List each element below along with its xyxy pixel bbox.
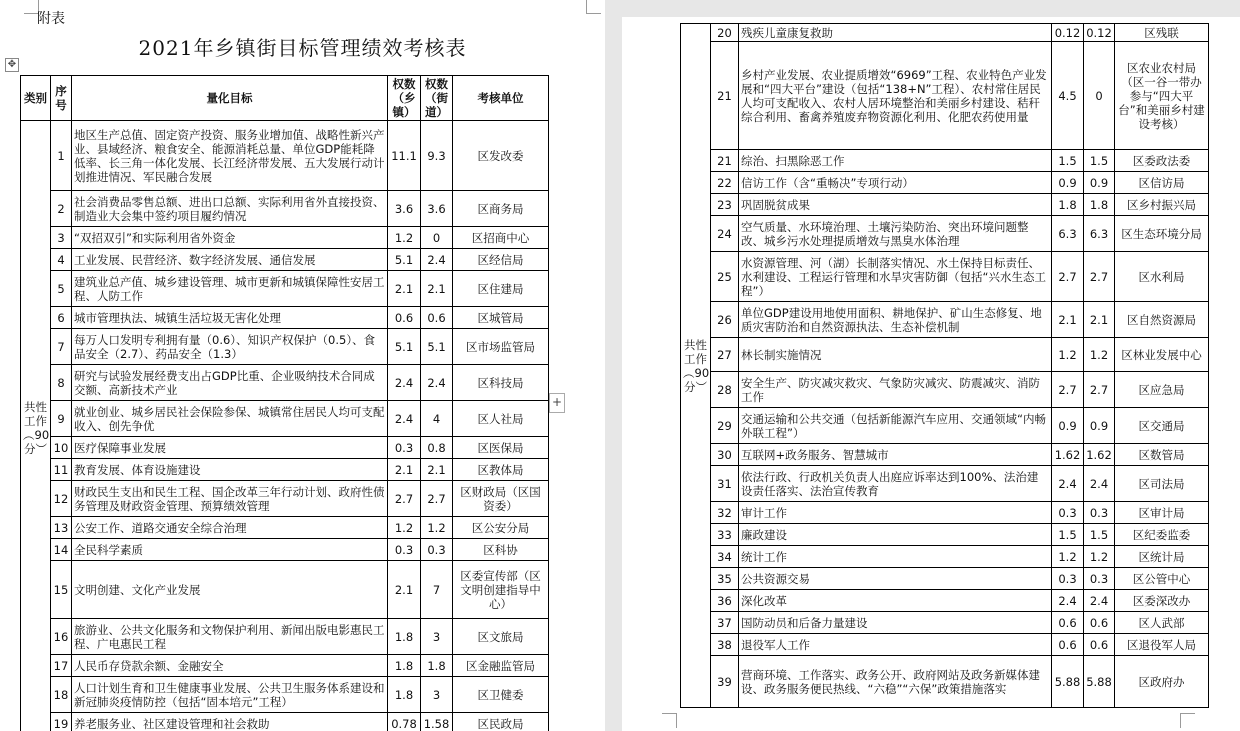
weight-street-cell: 2.1 xyxy=(421,271,453,307)
seq-cell: 21 xyxy=(711,150,739,172)
weight-town-cell: 2.1 xyxy=(388,561,421,619)
weight-street-cell: 1.5 xyxy=(1084,150,1115,172)
unit-cell: 区民政局 xyxy=(453,713,549,731)
header-unit: 考核单位 xyxy=(453,76,549,121)
weight-town-cell: 1.5 xyxy=(1052,524,1084,546)
table-row xyxy=(21,271,549,307)
table-row xyxy=(681,568,1209,590)
weight-street-cell: 0.12 xyxy=(1084,24,1115,42)
weight-town-cell: 2.7 xyxy=(1052,372,1084,408)
category-cell: 共性工作︵90分︶ xyxy=(681,24,711,708)
unit-cell: 区水利局 xyxy=(1115,252,1209,302)
weight-street-cell: 2.4 xyxy=(1084,590,1115,612)
indicator-cell: 信访工作（含“重畅决”专项行动） xyxy=(739,172,1052,194)
table-row xyxy=(21,191,549,227)
table-row xyxy=(681,466,1209,502)
indicator-cell: 财政民生支出和民生工程、国企改革三年行动计划、政府性债务管理及财政资金管理、预算绩效管理 xyxy=(72,481,388,517)
indicator-cell: 审计工作 xyxy=(739,502,1052,524)
unit-cell: 区信访局 xyxy=(1115,172,1209,194)
seq-cell: 20 xyxy=(711,24,739,42)
seq-cell: 36 xyxy=(711,590,739,612)
page-corner-mark xyxy=(662,713,677,728)
seq-cell: 17 xyxy=(51,655,72,677)
table-row xyxy=(21,481,549,517)
weight-town-cell: 1.8 xyxy=(388,677,421,713)
table-row xyxy=(21,713,549,731)
table-row xyxy=(21,249,549,271)
weight-town-cell: 1.8 xyxy=(388,619,421,655)
unit-cell: 区科协 xyxy=(453,539,549,561)
seq-cell: 6 xyxy=(51,307,72,329)
seq-cell: 38 xyxy=(711,634,739,656)
weight-street-cell: 2.7 xyxy=(421,481,453,517)
unit-cell: 区委宣传部（区文明创建指导中心） xyxy=(453,561,549,619)
seq-cell: 34 xyxy=(711,546,739,568)
weight-town-cell: 1.8 xyxy=(1052,194,1084,216)
weight-town-cell: 0.3 xyxy=(388,539,421,561)
seq-cell: 19 xyxy=(51,713,72,731)
table-row xyxy=(681,634,1209,656)
weight-street-cell: 5.88 xyxy=(1084,656,1115,708)
weight-street-cell: 2.7 xyxy=(1084,252,1115,302)
weight-town-cell: 0.6 xyxy=(1052,634,1084,656)
table-row xyxy=(21,365,549,401)
unit-cell: 区统计局 xyxy=(1115,546,1209,568)
seq-cell: 27 xyxy=(711,338,739,372)
seq-cell: 31 xyxy=(711,466,739,502)
indicator-cell: 水资源管理、河（湖）长制落实情况、水土保持目标责任、水利建设、工程运行管理和水旱灾害防御（包括“兴水生态工程”） xyxy=(739,252,1052,302)
table-row xyxy=(21,561,549,619)
indicator-cell: 林长制实施情况 xyxy=(739,338,1052,372)
seq-cell: 3 xyxy=(51,227,72,249)
indicator-cell: 退役军人工作 xyxy=(739,634,1052,656)
indicator-cell: “双招双引”和实际利用省外资金 xyxy=(72,227,388,249)
weight-street-cell: 3 xyxy=(421,677,453,713)
page-corner-mark xyxy=(586,0,601,14)
seq-cell: 39 xyxy=(711,656,739,708)
table-row xyxy=(21,437,549,459)
indicator-cell: 空气质量、水环境治理、土壤污染防治、突出环境问题整改、城乡污水处理提质增效与黑臭水体治理 xyxy=(739,216,1052,252)
seq-cell: 11 xyxy=(51,459,72,481)
weight-street-cell: 1.5 xyxy=(1084,524,1115,546)
unit-cell: 区数管局 xyxy=(1115,444,1209,466)
unit-cell: 区教体局 xyxy=(453,459,549,481)
appendix-label: 附表 xyxy=(37,11,65,27)
unit-cell: 区林业发展中心 xyxy=(1115,338,1209,372)
indicator-cell: 养老服务业、社区建设管理和社会救助 xyxy=(72,713,388,731)
table-row xyxy=(681,444,1209,466)
table-row xyxy=(21,459,549,481)
table-row xyxy=(21,619,549,655)
weight-town-cell: 5.1 xyxy=(388,329,421,365)
unit-cell: 区审计局 xyxy=(1115,502,1209,524)
unit-cell: 区金融监管局 xyxy=(453,655,549,677)
seq-cell: 9 xyxy=(51,401,72,437)
weight-street-cell: 0 xyxy=(421,227,453,249)
indicator-cell: 旅游业、公共文化服务和文物保护利用、新闻出版电影惠民工程、广电惠民工程 xyxy=(72,619,388,655)
category-cell: 共性工作︵90分︶ xyxy=(21,121,51,731)
weight-town-cell: 1.2 xyxy=(388,517,421,539)
indicator-cell: 乡村产业发展、农业提质增效“6969”工程、农业特色产业发展和“四大平台”建设（包括“138+N”工程）、农村常住居民人均可支配收入、农村人居环境整治和美丽乡村建设、秸秆综合利用、畜禽养殖废弃物资源化利用、化肥农药使用量 xyxy=(739,42,1052,150)
assessment-table-right xyxy=(680,23,1209,708)
weight-town-cell: 2.4 xyxy=(1052,466,1084,502)
weight-town-cell: 5.1 xyxy=(388,249,421,271)
table-row xyxy=(21,655,549,677)
weight-town-cell: 1.2 xyxy=(1052,546,1084,568)
table-row xyxy=(681,42,1209,150)
weight-street-cell: 1.2 xyxy=(1084,546,1115,568)
weight-street-cell: 0.6 xyxy=(421,307,453,329)
indicator-cell: 人民币存贷款余额、金融安全 xyxy=(72,655,388,677)
table-row xyxy=(681,150,1209,172)
seq-cell: 29 xyxy=(711,408,739,444)
indicator-cell: 依法行政、行政机关负责人出庭应诉率达到100%、法治建设责任落实、法治宣传教育 xyxy=(739,466,1052,502)
seq-cell: 24 xyxy=(711,216,739,252)
seq-cell: 33 xyxy=(711,524,739,546)
weight-street-cell: 1.8 xyxy=(421,655,453,677)
weight-town-cell: 0.6 xyxy=(1052,612,1084,634)
weight-street-cell: 3 xyxy=(421,619,453,655)
weight-town-cell: 0.6 xyxy=(388,307,421,329)
header-weight-street: 权数（街道） xyxy=(421,76,453,121)
indicator-cell: 每万人口发明专利拥有量（0.6）、知识产权保护（0.5）、食品安全（2.7）、药品安全（1.3） xyxy=(72,329,388,365)
seq-cell: 37 xyxy=(711,612,739,634)
indicator-cell: 城市管理执法、城镇生活垃圾无害化处理 xyxy=(72,307,388,329)
unit-cell: 区残联 xyxy=(1115,24,1209,42)
table-row xyxy=(21,329,549,365)
table-row xyxy=(21,517,549,539)
weight-street-cell: 2.4 xyxy=(421,365,453,401)
table-row xyxy=(681,24,1209,42)
unit-cell: 区卫健委 xyxy=(453,677,549,713)
table-row xyxy=(681,338,1209,372)
unit-cell: 区委深改办 xyxy=(1115,590,1209,612)
table-row xyxy=(681,252,1209,302)
seq-cell: 15 xyxy=(51,561,72,619)
weight-street-cell: 0.6 xyxy=(1084,634,1115,656)
table-row xyxy=(21,401,549,437)
weight-town-cell: 2.1 xyxy=(1052,302,1084,338)
seq-cell: 21 xyxy=(711,42,739,150)
unit-cell: 区乡村振兴局 xyxy=(1115,194,1209,216)
table-row xyxy=(681,546,1209,568)
indicator-cell: 文明创建、文化产业发展 xyxy=(72,561,388,619)
unit-cell: 区公安分局 xyxy=(453,517,549,539)
indicator-cell: 统计工作 xyxy=(739,546,1052,568)
seq-cell: 12 xyxy=(51,481,72,517)
document-page-right xyxy=(622,17,1240,731)
table-row xyxy=(681,194,1209,216)
weight-street-cell: 0.8 xyxy=(421,437,453,459)
weight-town-cell: 2.7 xyxy=(388,481,421,517)
unit-cell: 区自然资源局 xyxy=(1115,302,1209,338)
seq-cell: 28 xyxy=(711,372,739,408)
unit-cell: 区商务局 xyxy=(453,191,549,227)
seq-cell: 25 xyxy=(711,252,739,302)
weight-town-cell: 6.3 xyxy=(1052,216,1084,252)
weight-street-cell: 2.1 xyxy=(1084,302,1115,338)
unit-cell: 区经信局 xyxy=(453,249,549,271)
weight-street-cell: 0.3 xyxy=(421,539,453,561)
document-page-left xyxy=(0,0,605,731)
table-row xyxy=(681,524,1209,546)
unit-cell: 区政府办 xyxy=(1115,656,1209,708)
weight-town-cell: 2.4 xyxy=(388,401,421,437)
unit-cell: 区财政局（区国资委） xyxy=(453,481,549,517)
add-column-handle-icon[interactable]: + xyxy=(549,393,565,413)
weight-town-cell: 0.3 xyxy=(1052,568,1084,590)
unit-cell: 区市场监管局 xyxy=(453,329,549,365)
weight-town-cell: 1.5 xyxy=(1052,150,1084,172)
indicator-cell: 公共资源交易 xyxy=(739,568,1052,590)
header-seq: 序号 xyxy=(51,76,72,121)
weight-street-cell: 6.3 xyxy=(1084,216,1115,252)
table-row xyxy=(681,590,1209,612)
unit-cell: 区发改委 xyxy=(453,121,549,191)
unit-cell: 区文旅局 xyxy=(453,619,549,655)
weight-street-cell: 4 xyxy=(421,401,453,437)
table-row xyxy=(681,612,1209,634)
weight-town-cell: 2.7 xyxy=(1052,252,1084,302)
weight-town-cell: 1.2 xyxy=(388,227,421,249)
indicator-cell: 医疗保障事业发展 xyxy=(72,437,388,459)
seq-cell: 14 xyxy=(51,539,72,561)
unit-cell: 区住建局 xyxy=(453,271,549,307)
seq-cell: 26 xyxy=(711,302,739,338)
table-row xyxy=(681,172,1209,194)
weight-street-cell: 2.7 xyxy=(1084,372,1115,408)
indicator-cell: 就业创业、城乡居民社会保险参保、城镇常住居民人均可支配收入、创先争优 xyxy=(72,401,388,437)
weight-street-cell: 0.9 xyxy=(1084,408,1115,444)
unit-cell: 区应急局 xyxy=(1115,372,1209,408)
weight-street-cell: 7 xyxy=(421,561,453,619)
assessment-table-left xyxy=(20,75,549,731)
unit-cell: 区公管中心 xyxy=(1115,568,1209,590)
weight-street-cell: 2.4 xyxy=(1084,466,1115,502)
table-row xyxy=(681,408,1209,444)
unit-cell: 区医保局 xyxy=(453,437,549,459)
table-row xyxy=(681,216,1209,252)
weight-street-cell: 1.62 xyxy=(1084,444,1115,466)
weight-street-cell: 1.2 xyxy=(1084,338,1115,372)
unit-cell: 区委政法委 xyxy=(1115,150,1209,172)
header-indicator: 量化目标 xyxy=(72,76,388,121)
indicator-cell: 互联网+政务服务、智慧城市 xyxy=(739,444,1052,466)
weight-town-cell: 2.4 xyxy=(388,365,421,401)
weight-town-cell: 3.6 xyxy=(388,191,421,227)
indicator-cell: 深化改革 xyxy=(739,590,1052,612)
indicator-cell: 巩固脱贫成果 xyxy=(739,194,1052,216)
weight-town-cell: 2.4 xyxy=(1052,590,1084,612)
table-row xyxy=(681,372,1209,408)
indicator-cell: 工业发展、民营经济、数字经济发展、通信发展 xyxy=(72,249,388,271)
table-row xyxy=(21,677,549,713)
indicator-cell: 人口计划生育和卫生健康事业发展、公共卫生服务体系建设和新冠肺炎疫情防控（包括“固本培元”工程） xyxy=(72,677,388,713)
weight-town-cell: 0.9 xyxy=(1052,172,1084,194)
unit-cell: 区招商中心 xyxy=(453,227,549,249)
indicator-cell: 营商环境、工作落实、政务公开、政府网站及政务新媒体建设、政务服务便民热线、“六稳”“六保”政策措施落实 xyxy=(739,656,1052,708)
indicator-cell: 廉政建设 xyxy=(739,524,1052,546)
indicator-cell: 地区生产总值、固定资产投资、服务业增加值、战略性新兴产业、县域经济、粮食安全、能源消耗总量、单位GDP能耗降低率、长三角一体化发展、长江经济带发展、五大发展行动计划推进情况、军民融合发展 xyxy=(72,121,388,191)
weight-street-cell: 1.58 xyxy=(421,713,453,731)
weight-town-cell: 5.88 xyxy=(1052,656,1084,708)
unit-cell: 区科技局 xyxy=(453,365,549,401)
unit-cell: 区退役军人局 xyxy=(1115,634,1209,656)
unit-cell: 区纪委监委 xyxy=(1115,524,1209,546)
indicator-cell: 建筑业总产值、城乡建设管理、城市更新和城镇保障性安居工程、人防工作 xyxy=(72,271,388,307)
weight-street-cell: 0.6 xyxy=(1084,612,1115,634)
unit-cell: 区农业农村局（区一谷一带办参与“四大平台”和美丽乡村建设考核） xyxy=(1115,42,1209,150)
unit-cell: 区人武部 xyxy=(1115,612,1209,634)
indicator-cell: 交通运输和公共交通（包括新能源汽车应用、交通领域“内畅外联工程”） xyxy=(739,408,1052,444)
indicator-cell: 公安工作、道路交通安全综合治理 xyxy=(72,517,388,539)
seq-cell: 2 xyxy=(51,191,72,227)
indicator-cell: 单位GDP建设用地使用面积、耕地保护、矿山生态修复、地质灾害防治和自然资源执法、生态补偿机制 xyxy=(739,302,1052,338)
table-row xyxy=(681,502,1209,524)
seq-cell: 23 xyxy=(711,194,739,216)
unit-cell: 区生态环境分局 xyxy=(1115,216,1209,252)
indicator-cell: 全民科学素质 xyxy=(72,539,388,561)
header-category: 类别 xyxy=(21,76,51,121)
table-row xyxy=(21,307,549,329)
indicator-cell: 安全生产、防灾减灾救灾、气象防灾减灾、防震减灾、消防工作 xyxy=(739,372,1052,408)
seq-cell: 22 xyxy=(711,172,739,194)
table-row xyxy=(681,302,1209,338)
weight-town-cell: 4.5 xyxy=(1052,42,1084,150)
page-corner-mark xyxy=(1180,713,1195,728)
unit-cell: 区城管局 xyxy=(453,307,549,329)
seq-cell: 7 xyxy=(51,329,72,365)
unit-cell: 区交通局 xyxy=(1115,408,1209,444)
weight-town-cell: 0.12 xyxy=(1052,24,1084,42)
weight-street-cell: 2.4 xyxy=(421,249,453,271)
indicator-cell: 残疾儿童康复救助 xyxy=(739,24,1052,42)
seq-cell: 18 xyxy=(51,677,72,713)
weight-street-cell: 0.3 xyxy=(1084,568,1115,590)
indicator-cell: 综治、扫黑除恶工作 xyxy=(739,150,1052,172)
seq-cell: 10 xyxy=(51,437,72,459)
seq-cell: 1 xyxy=(51,121,72,191)
unit-cell: 区司法局 xyxy=(1115,466,1209,502)
seq-cell: 30 xyxy=(711,444,739,466)
weight-street-cell: 5.1 xyxy=(421,329,453,365)
weight-street-cell: 1.8 xyxy=(1084,194,1115,216)
seq-cell: 8 xyxy=(51,365,72,401)
weight-street-cell: 0 xyxy=(1084,42,1115,150)
weight-street-cell: 3.6 xyxy=(421,191,453,227)
table-row xyxy=(21,539,549,561)
weight-town-cell: 2.1 xyxy=(388,459,421,481)
weight-town-cell: 1.8 xyxy=(388,655,421,677)
table-move-handle-icon[interactable]: ✥ xyxy=(5,58,19,72)
table-row xyxy=(681,656,1209,708)
weight-town-cell: 0.9 xyxy=(1052,408,1084,444)
weight-town-cell: 0.3 xyxy=(1052,502,1084,524)
weight-town-cell: 0.3 xyxy=(388,437,421,459)
document-title: 2021年乡镇街目标管理绩效考核表 xyxy=(138,36,467,60)
weight-town-cell: 2.1 xyxy=(388,271,421,307)
table-row xyxy=(21,227,549,249)
weight-street-cell: 1.2 xyxy=(421,517,453,539)
seq-cell: 13 xyxy=(51,517,72,539)
indicator-cell: 国防动员和后备力量建设 xyxy=(739,612,1052,634)
indicator-cell: 社会消费品零售总额、进出口总额、实际利用省外直接投资、制造业大会集中签约项目履约情况 xyxy=(72,191,388,227)
seq-cell: 32 xyxy=(711,502,739,524)
indicator-cell: 教育发展、体育设施建设 xyxy=(72,459,388,481)
seq-cell: 35 xyxy=(711,568,739,590)
table-header-row xyxy=(21,76,549,121)
weight-street-cell: 9.3 xyxy=(421,121,453,191)
header-weight-town: 权数（乡镇） xyxy=(388,76,421,121)
table-row xyxy=(21,121,549,191)
weight-town-cell: 11.1 xyxy=(388,121,421,191)
weight-town-cell: 1.2 xyxy=(1052,338,1084,372)
weight-town-cell: 0.78 xyxy=(388,713,421,731)
seq-cell: 5 xyxy=(51,271,72,307)
weight-street-cell: 0.3 xyxy=(1084,502,1115,524)
weight-town-cell: 1.62 xyxy=(1052,444,1084,466)
seq-cell: 4 xyxy=(51,249,72,271)
indicator-cell: 研究与试验发展经费支出占GDP比重、企业吸纳技术合同成交额、高新技术产业 xyxy=(72,365,388,401)
unit-cell: 区人社局 xyxy=(453,401,549,437)
weight-street-cell: 0.9 xyxy=(1084,172,1115,194)
seq-cell: 16 xyxy=(51,619,72,655)
weight-street-cell: 2.1 xyxy=(421,459,453,481)
